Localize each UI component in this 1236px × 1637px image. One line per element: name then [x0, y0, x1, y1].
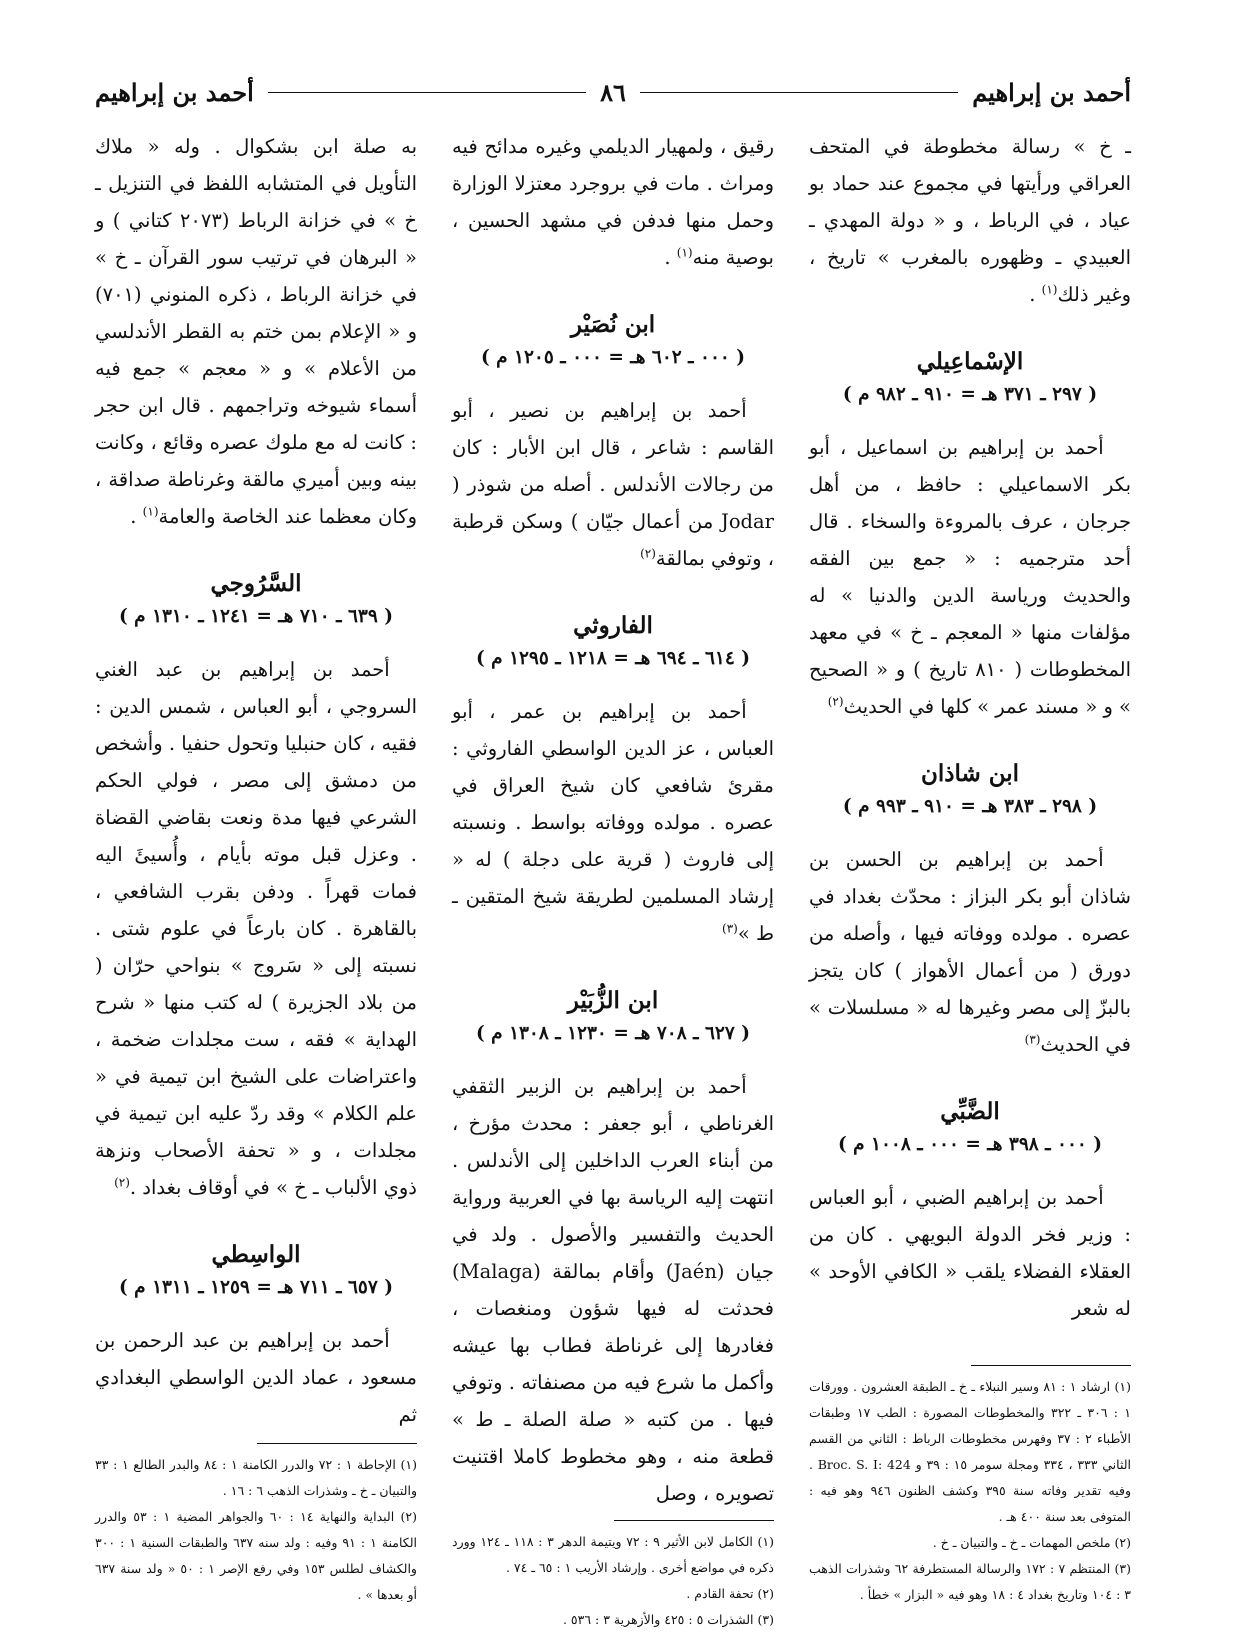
footnote-rule [257, 1443, 417, 1452]
entry-text [95, 651, 417, 1206]
continuation-text: ـ خ » رسالة مخطوطة في المتحف العراقي ورأيتها في مجموع عند حماد بو عياد ، في الرباط ، و « دولة المهدي ـ العبيدي ـ وظهوره بالمغرب » تاريخ ، وغير ذلك [809, 135, 1131, 306]
footnotes-column-2 [452, 1512, 774, 1633]
continuation-paragraph [452, 128, 774, 276]
footnotes-column-1 [809, 1357, 1131, 1608]
continuation-end: . [664, 246, 677, 269]
footnote-rule [614, 1520, 774, 1529]
footnote: (١) الكامل لابن الأثير ٩ : ٧٢ ويتيمة الدهر ٣ : ١١٨ ـ ١٢٤ وورد ذكره في مواضع أخرى . وإرشاد الأريب ١ : ٦٥ ـ ٧٤ . [452, 1534, 775, 1575]
entry-body: أحمد بن إبراهيم بن الحسن بن شاذان أبو بكر البزاز : محدّث بغداد في عصره . مولده ووفاته فيها ، وأصله من دورق ( من أعمال الأهواز ) كان يتجز بالبزّ إلى مصر وغيرها له « مسلسلات » في الحديث [809, 848, 1131, 1056]
footnote: (٣) المنتظم ٧ : ١٧٢ والرسالة المستطرفة ٦٢ وشذرات الذهب ٣ : ١٠٤ وتاريخ بغداد ٤ : ١٨ وهو فيه « البزار » خطأ . [809, 1561, 1131, 1602]
entry-text [809, 841, 1131, 1063]
entry-text [95, 1322, 417, 1433]
entry-body: أحمد بن إبراهيم الضبي ، أبو العباس : وزير فخر الدولة البويهي . كان من العقلاء الفضلاء يلقب « الكافي الأوحد » له شعر [809, 1186, 1131, 1320]
entry-title: الضَّبِّي [940, 1098, 1000, 1125]
footnote: (٢) ملخص المهمات ـ خ ـ والتبيان ـ خ . [932, 1535, 1131, 1550]
page-number: ٨٦ [600, 77, 626, 107]
entry-dates: ( ٠٠٠ ـ ٦٠٢ هـ = ٠٠٠ ـ ١٢٠٥ م ) [480, 347, 746, 368]
entry-ismaili [809, 345, 1131, 725]
entry-text [809, 429, 1131, 725]
entry-ibn-nusayr [452, 308, 774, 577]
entry-text [452, 1068, 774, 1512]
footnote-ref: (٢) [114, 1175, 130, 1190]
text-columns [94, 128, 1132, 1627]
entry-ibn-zubayr [452, 984, 774, 1512]
continuation-text: رقيق ، ولمهيار الديلمي وغيره مدائح فيه ومراث . مات في بروجرد معتزلا الوزارة وحمل منها فدفن في مشهد الحسين ، بوصية منه [452, 135, 774, 269]
entry-title: الواسِطي [211, 1241, 301, 1268]
header-name-right: أحمد بن إبراهيم [972, 77, 1131, 107]
footnotes-column-3 [95, 1435, 417, 1608]
footnote: (٢) تحفة القادم . [686, 1586, 774, 1601]
entry-saruji [95, 567, 417, 1206]
entry-dates: ( ٢٩٨ ـ ٣٨٣ هـ = ٩١٠ ـ ٩٩٣ م ) [842, 796, 1098, 817]
entry-body: أحمد بن إبراهيم بن اسماعيل ، أبو بكر الاسماعيلي : حافظ ، من أهل جرجان ، عرف بالمروءة والسخاء . قال أحد مترجميه : « جمع بين الفقه والحديث ورياسة الدين والدنيا » له مؤلفات منها « المعجم ـ خ » في معهد المخطوطات ( ٨١٠ تاريخ ) و « الصحيح » و « مسند عمر » كلها في الحديث [809, 436, 1131, 718]
footnote-ref: (٢) [640, 546, 656, 561]
footnote-ref: (١) [676, 245, 693, 260]
entry-dates: ( ٦٥٧ ـ ٧١١ هـ = ١٢٥٩ ـ ١٣١١ م ) [118, 1277, 394, 1298]
entry-dates: ( ٦١٤ ـ ٦٩٤ هـ = ١٢١٨ ـ ١٢٩٥ م ) [475, 648, 751, 669]
footnote: (١) ارشاد ١ : ٨١ وسير النبلاء ـ خ ـ الطبقة العشرون . وورقات ١ : ٣٠٦ ـ ٣٢٢ والمخطوطات المصورة : الطب ١٧ وطبقات الأطباء ٢ : ٣٧ وفهرس مخطوطات الرباط : الثاني من القسم الثاني ٣٣٣ ، ٣٣٤ ومجلة سومر ١٥ : ٣٩ و Broc. S. I: 424 . وفيه تقدير وفاته سنة ٣٩٥ وكشف الظنون ٩٤٦ وهو فيه : المتوفى بعد سنة ٤٠٠ هـ . [809, 1379, 1132, 1524]
entry-body: أحمد بن إبراهيم بن عبد الرحمن بن مسعود ، عماد الدين الواسطي البغدادي ثم [95, 1329, 417, 1426]
entry-title: الإسْماعِيلي [916, 348, 1024, 375]
entry-text [452, 693, 774, 952]
entry-text [452, 392, 774, 577]
entry-body: أحمد بن إبراهيم بن عمر ، أبو العباس ، عز الدين الواسطي الفاروثي : مقرئ شافعي كان شيخ العراق في عصره . مولده ووفاته بواسط . ونسبته إلى فاروث ( قرية على دجلة ) له « إرشاد المسلمين لطريقة شيخ المتقين ـ ط » [452, 700, 774, 945]
footnote: (١) الإحاطة ١ : ٧٢ والدرر الكامنة ١ : ٨٤ والبدر الطالع ١ : ٣٣ والتبيان ـ خ ـ وشذرات الذهب ٦ : ١٦ . [95, 1457, 417, 1498]
footnote: (٣) الشذرات ٥ : ٤٢٥ والأزهرية ٣ : ٥٣٦ . [562, 1612, 774, 1627]
entry-dates: ( ٦٢٧ ـ ٧٠٨ هـ = ١٢٣٠ ـ ١٣٠٨ م ) [475, 1023, 751, 1044]
header-name-left: أحمد بن إبراهيم [95, 77, 254, 107]
entry-faruthi [452, 609, 774, 952]
entry-dates: ( ٢٩٧ ـ ٣٧١ هـ = ٩١٠ ـ ٩٨٢ م ) [842, 384, 1098, 405]
continuation-paragraph [809, 128, 1131, 313]
continuation-end: . [1029, 283, 1042, 306]
entry-body: أحمد بن إبراهيم بن الزبير الثقفي الغرناطي ، أبو جعفر : محدث مؤرخ ، من أبناء العرب الداخلين إلى الأندلس . انتهت إليه الرياسة بها في العربية ورواية الحديث والتفسير والأصول . ولد في جيان (Jaén) وأقام بمالقة (Malaga) فحدثت له فيها شؤون ومنغصات ، فغادرها إلى غرناطة فطاب بها عيشه وأكمل ما شرع فيه من مصنفاته . وتوفي فيها . من كتبه « صلة الصلة ـ ط » قطعة منه ، وهو مخطوط كاملا اقتنيت تصويره ، وصل [452, 1075, 774, 1505]
column-2 [452, 128, 775, 1627]
footnote-ref: (٣) [722, 921, 738, 936]
column-3 [95, 128, 417, 1608]
entry-ibn-shadhan [809, 757, 1131, 1063]
entry-dates: ( ٦٣٩ ـ ٧١٠ هـ = ١٢٤١ ـ ١٣١٠ م ) [118, 606, 394, 627]
continuation-end: . [130, 505, 143, 528]
entry-title: ابن الزُّبَيْر [567, 987, 659, 1014]
continuation-text: به صلة ابن بشكوال . وله « ملاك التأويل في المتشابه اللفظ في التنزيل ـ خ » في خزانة الرباط (٢٠٧٣ كتاني ) و « البرهان في ترتيب سور القرآن ـ خ » في خزانة الرباط ، ذكره المنوني (٧٠١) و « الإعلام بمن ختم به القطر الأندلسي من الأعلام » و « معجم » جمع فيه أسماء شيوخه وتراجمهم . قال ابن حجر : كانت له مع ملوك عصره وقائع ، وكانت بينه وبين أميري مالقة وغرناطة صداقة ، وكان معظما عند الخاصة والعامة [95, 135, 417, 528]
entry-title: الفاروثي [573, 612, 653, 639]
footnote-ref: (٢) [827, 694, 844, 709]
entry-dates: ( ٠٠٠ ـ ٣٩٨ هـ = ٠٠٠ ـ ١٠٠٨ م ) [837, 1134, 1103, 1155]
entry-dabbi [809, 1095, 1131, 1327]
entry-wasiti [95, 1238, 417, 1433]
running-header [95, 72, 1131, 112]
footnote-rule [971, 1365, 1131, 1374]
column-1 [809, 128, 1131, 1608]
entry-body: أحمد بن إبراهيم بن عبد الغني السروجي ، أبو العباس ، شمس الدين : فقيه ، كان حنبليا وتحول حنفيا . وأشخص من دمشق إلى مصر ، فولي الحكم الشرعي فيها مدة ونعت بقاضي القضاة . وعزل قبل موته بأيام ، وأُسيئَ اليه فمات قهراً . ودفن بقرب الشافعي ، بالقاهرة . كان بارعاً في علوم شتى . نسبته إلى « سَروج » بنواحي حرّان ( من بلاد الجزيرة ) له كتب منها « شرح الهداية » فقه ، ست مجلدات ضخمة ، واعتراضات على الشيخ ابن تيمية في « علم الكلام » وقد ردّ عليه ابن تيمية في مجلدات ، و « تحفة الأصحاب ونزهة ذوي الألباب ـ خ » في أوقاف بغداد . [94, 658, 417, 1199]
entry-title: ابن شاذان [920, 760, 1020, 787]
header-rule-right [640, 92, 958, 93]
entry-title: ابن نُصَيْر [570, 311, 656, 338]
footnote-ref: (١) [142, 504, 159, 519]
footnote-ref: (١) [1041, 282, 1058, 297]
continuation-paragraph [95, 128, 417, 535]
entry-text [809, 1179, 1131, 1327]
entry-body: أحمد بن إبراهيم بن نصير ، أبو القاسم : شاعر ، قال ابن الأبار : كان من رجالات الأندلس . أصله من شوذر ( Jodar من أعمال جيّان ) وسكن قرطبة ، وتوفي بمالقة [452, 399, 774, 570]
footnote-ref: (٣) [1024, 1032, 1041, 1047]
entry-title: السَّرُوجي [210, 570, 302, 597]
footnote: (٢) البداية والنهاية ١٤ : ٦٠ والجواهر المضية ١ : ٥٣ والدرر الكامنة ١ : ٩١ وفيه : ولد سنه ٦٣٧ والطبقات السنية ١ : ٣٠٠ والكشاف لطلس ١٥٣ وفي رفع الإصر ١ : ٥٠ « ولد سنة ٦٣٧ أو بعدها » . [95, 1509, 417, 1602]
header-rule-left [268, 92, 586, 93]
